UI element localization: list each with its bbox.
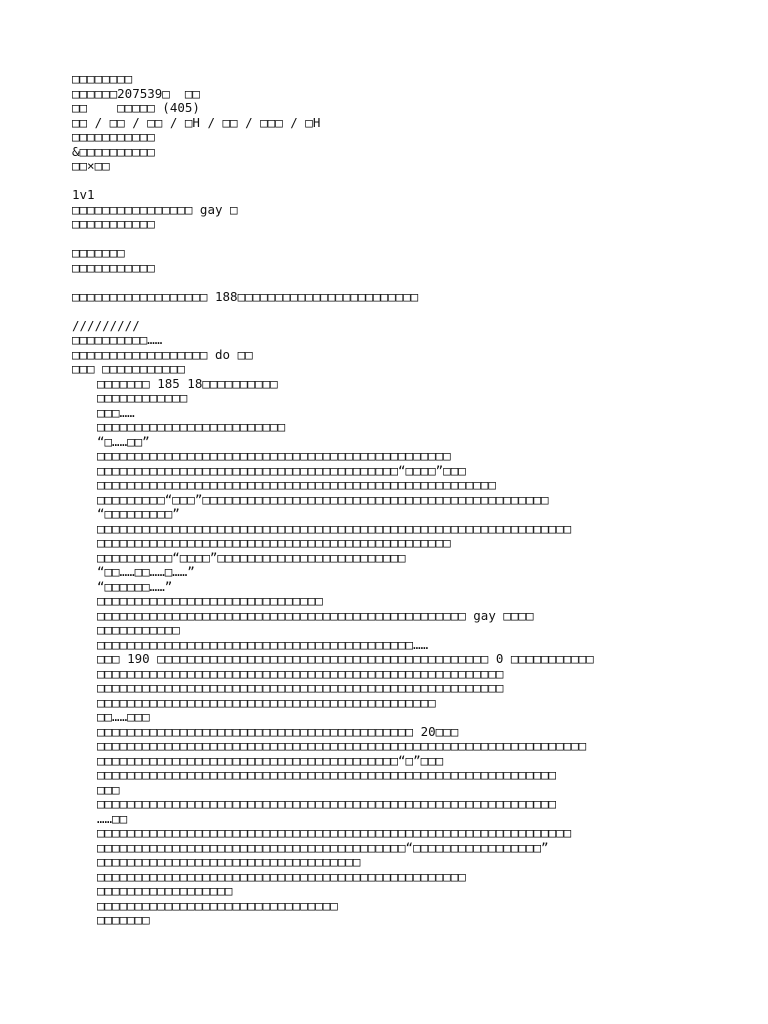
body-line: □□□□□□□□□□□□□□□□□□□□□□□□□□□□□□□□□□□□□□□□“□□□□”□□□ xyxy=(97,463,466,478)
chapter-line: □□□□□□□□□□□□□□□□□□ do □□ xyxy=(72,347,253,362)
header-line: &□□□□□□□□□□ xyxy=(72,144,155,159)
notice-line: □□□□□□□□□□□□□□□□□□ 188□□□□□□□□□□□□□□□□□□□□□□□□ xyxy=(72,289,419,304)
intro-line: 1v1 xyxy=(72,188,95,202)
body-line: □□□□□□□□□□□□□□□□□□□□□□□□□□□□□□□□□□□ xyxy=(97,855,361,869)
body-line: □□□□□□□□□□□□□□□□□□□□□□□□□□□□□□□□□□□□□□□□□□□□□□□ xyxy=(97,536,451,550)
body-line: □□□□□□□□□□□□□□□□□□□□□□□□□□□□□□□□□□□□□□□□□□□□□□□ xyxy=(97,449,451,463)
spacer xyxy=(72,304,712,319)
section-separator: ///////// xyxy=(72,318,140,333)
body-line: □□□□□□□□□□□□□□□□□□□□□□□□□ xyxy=(97,420,286,434)
document-page xyxy=(72,72,712,942)
body-line: □□□ xyxy=(97,782,120,797)
header-line: □□×□□ xyxy=(72,159,110,173)
body-line: □□□□□□□□□□“□□□□”□□□□□□□□□□□□□□□□□□□□□□□□□ xyxy=(97,550,406,565)
body-line: “□……□□” xyxy=(97,434,150,449)
body-line: □□□□□□□□□□□□□□□□□□□□□□□□□□□□□□□□□□□□□□□□□“□□□□□□□□□□□□□□□□□” xyxy=(97,840,549,855)
chapter-heading: □□□ □□□□□□□□□□□ xyxy=(72,362,185,376)
body-line xyxy=(72,928,712,943)
spacer xyxy=(72,275,712,290)
body-line: □□……□□□ xyxy=(97,710,150,724)
body-line: □□□□□□□□□□□□□□□□□□□□□□□□□□□□□□□□□□□□□□□□□□□□□□□□□ xyxy=(97,869,466,884)
body-line: □□□□□□□ xyxy=(97,913,150,927)
intro-line: □□□□□□□□□□□ xyxy=(72,217,155,231)
body-line: □□□□□□□□□“□□□”□□□□□□□□□□□□□□□□□□□□□□□□□□□□□□□□□□□□□□□□□□□□□□ xyxy=(97,492,549,507)
body-line: □□□□□□□□□□□□□□□□□□□□□□□□□□□□□□□□□□□□□□□□□□□□□ xyxy=(97,695,436,710)
body-line: □□□□□□□□□□□□□□□□□□□□□□□□□□□□□□ xyxy=(97,594,323,608)
body-line: □□□□□□□□□□□□□□□□□□□□□□□□□□□□□□□□□□□□□□□□□□□□□□□□□□□□□□□□□□□□□ xyxy=(97,797,557,811)
body-text xyxy=(72,377,712,943)
book-tags: □□ / □□ / □□ / □H / □□ / □□□ / □H xyxy=(72,115,321,130)
intro-block xyxy=(72,188,712,232)
body-line: □□□□□□□□□□□□□□□□□□□□□□□□□□□□□□□□□□□□□□□□□□□□□□□□□□□□□□□□□□□□□□□ xyxy=(97,521,572,536)
chapter-line: □□□□□□□□□□…… xyxy=(72,333,163,347)
header-block xyxy=(72,72,712,174)
book-meta: □□□□□□207539□ □□ xyxy=(72,86,200,101)
body-line: □□□□□□□□□□□□□□□□□□ xyxy=(97,884,233,898)
summary-block xyxy=(72,246,712,275)
body-line: □□□□□□□□□□□□□□□□□□□□□□□□□□□□□□□□□□□□□□□□□□□□□□□□□□□□□□ xyxy=(97,681,504,695)
body-line: □□□□□□□□□□□□□□□□□□□□□□□□□□□□□□□□□□□□□□□□“□”□□□ xyxy=(97,753,444,768)
body-line: □□□□□□□□□□□□□□□□□□□□□□□□□□□□□□□□□□□□□□□□□□□□□□□□□ gay □□□□ xyxy=(97,608,534,623)
intro-line: □□□□□□□□□□□□□□□□ gay □ xyxy=(72,202,238,217)
body-line: “□□□□□□……” xyxy=(97,579,173,594)
body-line: □□□□□□□ 185 18□□□□□□□□□□ xyxy=(97,376,278,391)
body-line: □□□□□□□□□□□□□□□□□□□□□□□□□□□□□□□□ xyxy=(97,898,338,913)
body-line: □□□□□□□□□□□□□□□□□□□□□□□□□□□□□□□□□□□□□□□□□□…… xyxy=(97,637,429,652)
summary-line: □□□□□□□□□□□ xyxy=(72,260,155,275)
body-line: □□□□□□□□□□□□□□□□□□□□□□□□□□□□□□□□□□□□□□□□□□ 20□□□ xyxy=(97,724,459,739)
spacer xyxy=(72,232,712,247)
body-line: “□□……□□……□……” xyxy=(97,565,195,579)
body-line: □□□□□□□□□□□ xyxy=(97,623,180,637)
book-author: □□ □□□□□ (405) xyxy=(72,101,200,115)
spacer xyxy=(72,174,712,189)
body-line: □□□…… xyxy=(97,405,135,420)
body-line: ……□□ xyxy=(97,811,128,826)
body-line: □□□□□□□□□□□□□□□□□□□□□□□□□□□□□□□□□□□□□□□□□□□□□□□□□□□□□□□□□□□□□ xyxy=(97,768,557,782)
body-line: □□□□□□□□□□□□□□□□□□□□□□□□□□□□□□□□□□□□□□□□□□□□□□□□□□□□□□ xyxy=(97,666,504,681)
body-line: □□□□□□□□□□□□ xyxy=(97,391,188,405)
summary-line: □□□□□□□ xyxy=(72,246,125,260)
body-line: □□□□□□□□□□□□□□□□□□□□□□□□□□□□□□□□□□□□□□□□□□□□□□□□□□□□□□□□□□□□□□□□□ xyxy=(97,739,587,753)
body-line: “□□□□□□□□□” xyxy=(97,507,180,521)
book-title: □□□□□□□□ xyxy=(72,72,133,86)
header-line: □□□□□□□□□□□ xyxy=(72,130,155,144)
chapter-block xyxy=(72,333,712,377)
body-line: □□□□□□□□□□□□□□□□□□□□□□□□□□□□□□□□□□□□□□□□□□□□□□□□□□□□□ xyxy=(97,478,496,492)
body-line: □□□ 190 □□□□□□□□□□□□□□□□□□□□□□□□□□□□□□□□□□□□□□□□□□□□ 0 □□□□□□□□□□□ xyxy=(97,652,594,666)
body-line: □□□□□□□□□□□□□□□□□□□□□□□□□□□□□□□□□□□□□□□□□□□□□□□□□□□□□□□□□□□□□□□ xyxy=(97,826,572,840)
